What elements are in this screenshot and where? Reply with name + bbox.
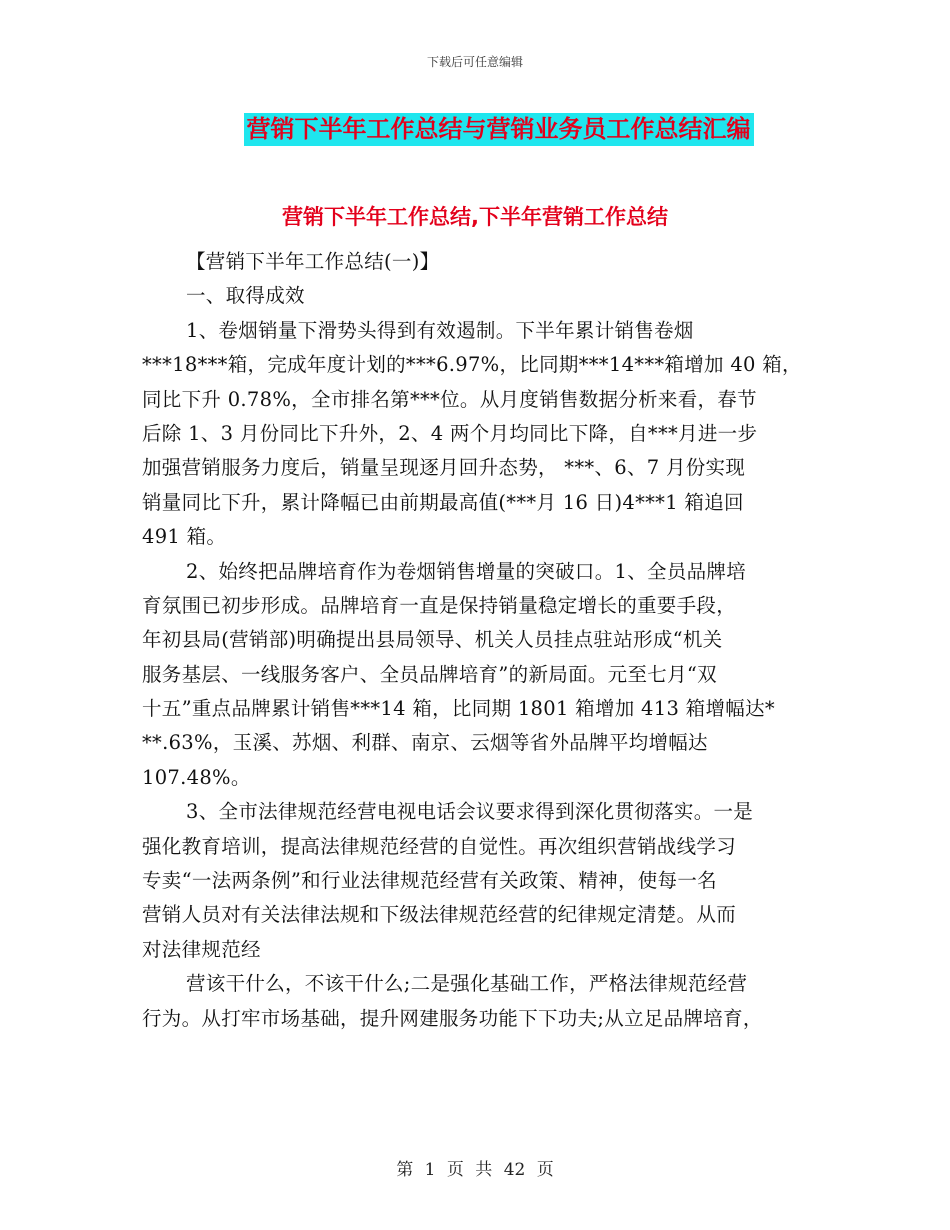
sub-title: 营销下半年工作总结,下半年营销工作总结 bbox=[282, 205, 668, 229]
paragraph-line: 107.48%。 bbox=[142, 765, 251, 789]
paragraph-line: 专卖“一法两条例”和行业法律规范经营有关政策、精神，使每一名 bbox=[142, 869, 717, 893]
main-title-wrapper bbox=[0, 113, 950, 146]
document-body bbox=[142, 245, 812, 1036]
subsection-heading: 一、取得成效 bbox=[186, 284, 305, 308]
main-title: 营销下半年工作总结与营销业务员工作总结汇编 bbox=[244, 113, 754, 146]
paragraph-line: 年初县局(营销部)明确提出县局领导、机关人员挂点驻站形成“机关 bbox=[142, 628, 723, 652]
paragraph-line: 服务基层、一线服务客户、全员品牌培育”的新局面。元至七月“双 bbox=[142, 662, 717, 686]
paragraph-line: 十五”重点品牌累计销售***14 箱，比同期 1801 箱增加 413 箱增幅达* bbox=[142, 697, 775, 721]
paragraph-line: 育氛围已初步形成。品牌培育一直是保持销量稳定增长的重要手段， bbox=[142, 593, 737, 617]
paragraph-line: 营该干什么，不该干什么;二是强化基础工作，严格法律规范经营 bbox=[186, 972, 748, 996]
section-heading: 【营销下半年工作总结(一)】 bbox=[186, 250, 440, 273]
paragraph-line: 行为。从打牢市场基础，提升网建服务功能下下功夫;从立足品牌培育， bbox=[142, 1006, 763, 1030]
paragraph-line: 强化教育培训，提高法律规范经营的自觉性。再次组织营销战线学习 bbox=[142, 834, 737, 858]
paragraph-line: 3、全市法律规范经营电视电话会议要求得到深化贯彻落实。一是 bbox=[186, 800, 754, 824]
header-note: 下载后可任意编辑 bbox=[426, 55, 523, 69]
paragraph-line: 2、始终把品牌培育作为卷烟销售增量的突破口。1、全员品牌培 bbox=[186, 559, 747, 583]
paragraph-line: 营销人员对有关法律法规和下级法律规范经营的纪律规定清楚。从而 bbox=[142, 903, 737, 927]
paragraph-line: 对法律规范经 bbox=[142, 937, 261, 961]
paragraph-line: 同比下升 0.78%，全市排名第***位。从月度销售数据分析来看，春节 bbox=[142, 387, 757, 411]
paragraph-line: 加强营销服务力度后，销量呈现逐月回升态势， ***、6、7 月份实现 bbox=[142, 456, 746, 480]
paragraph-line: 销量同比下升，累计降幅已由前期最高值(***月 16 日)4***1 箱追回 bbox=[142, 490, 744, 514]
paragraph-line: ***18***箱，完成年度计划的***6.97%，比同期***14***箱增加 40 箱， bbox=[142, 353, 802, 377]
paragraph-line: 491 箱。 bbox=[142, 525, 227, 549]
paragraph-line: **.63%，玉溪、苏烟、利群、南京、云烟等省外品牌平均增幅达 bbox=[142, 731, 708, 755]
paragraph-line: 后除 1、3 月份同比下升外，2、4 两个月均同比下降，自***月进一步 bbox=[142, 421, 758, 445]
paragraph-line: 1、卷烟销量下滑势头得到有效遏制。下半年累计销售卷烟 bbox=[186, 318, 694, 342]
page-number-footer: 第 1 页 共 42 页 bbox=[396, 1160, 554, 1180]
